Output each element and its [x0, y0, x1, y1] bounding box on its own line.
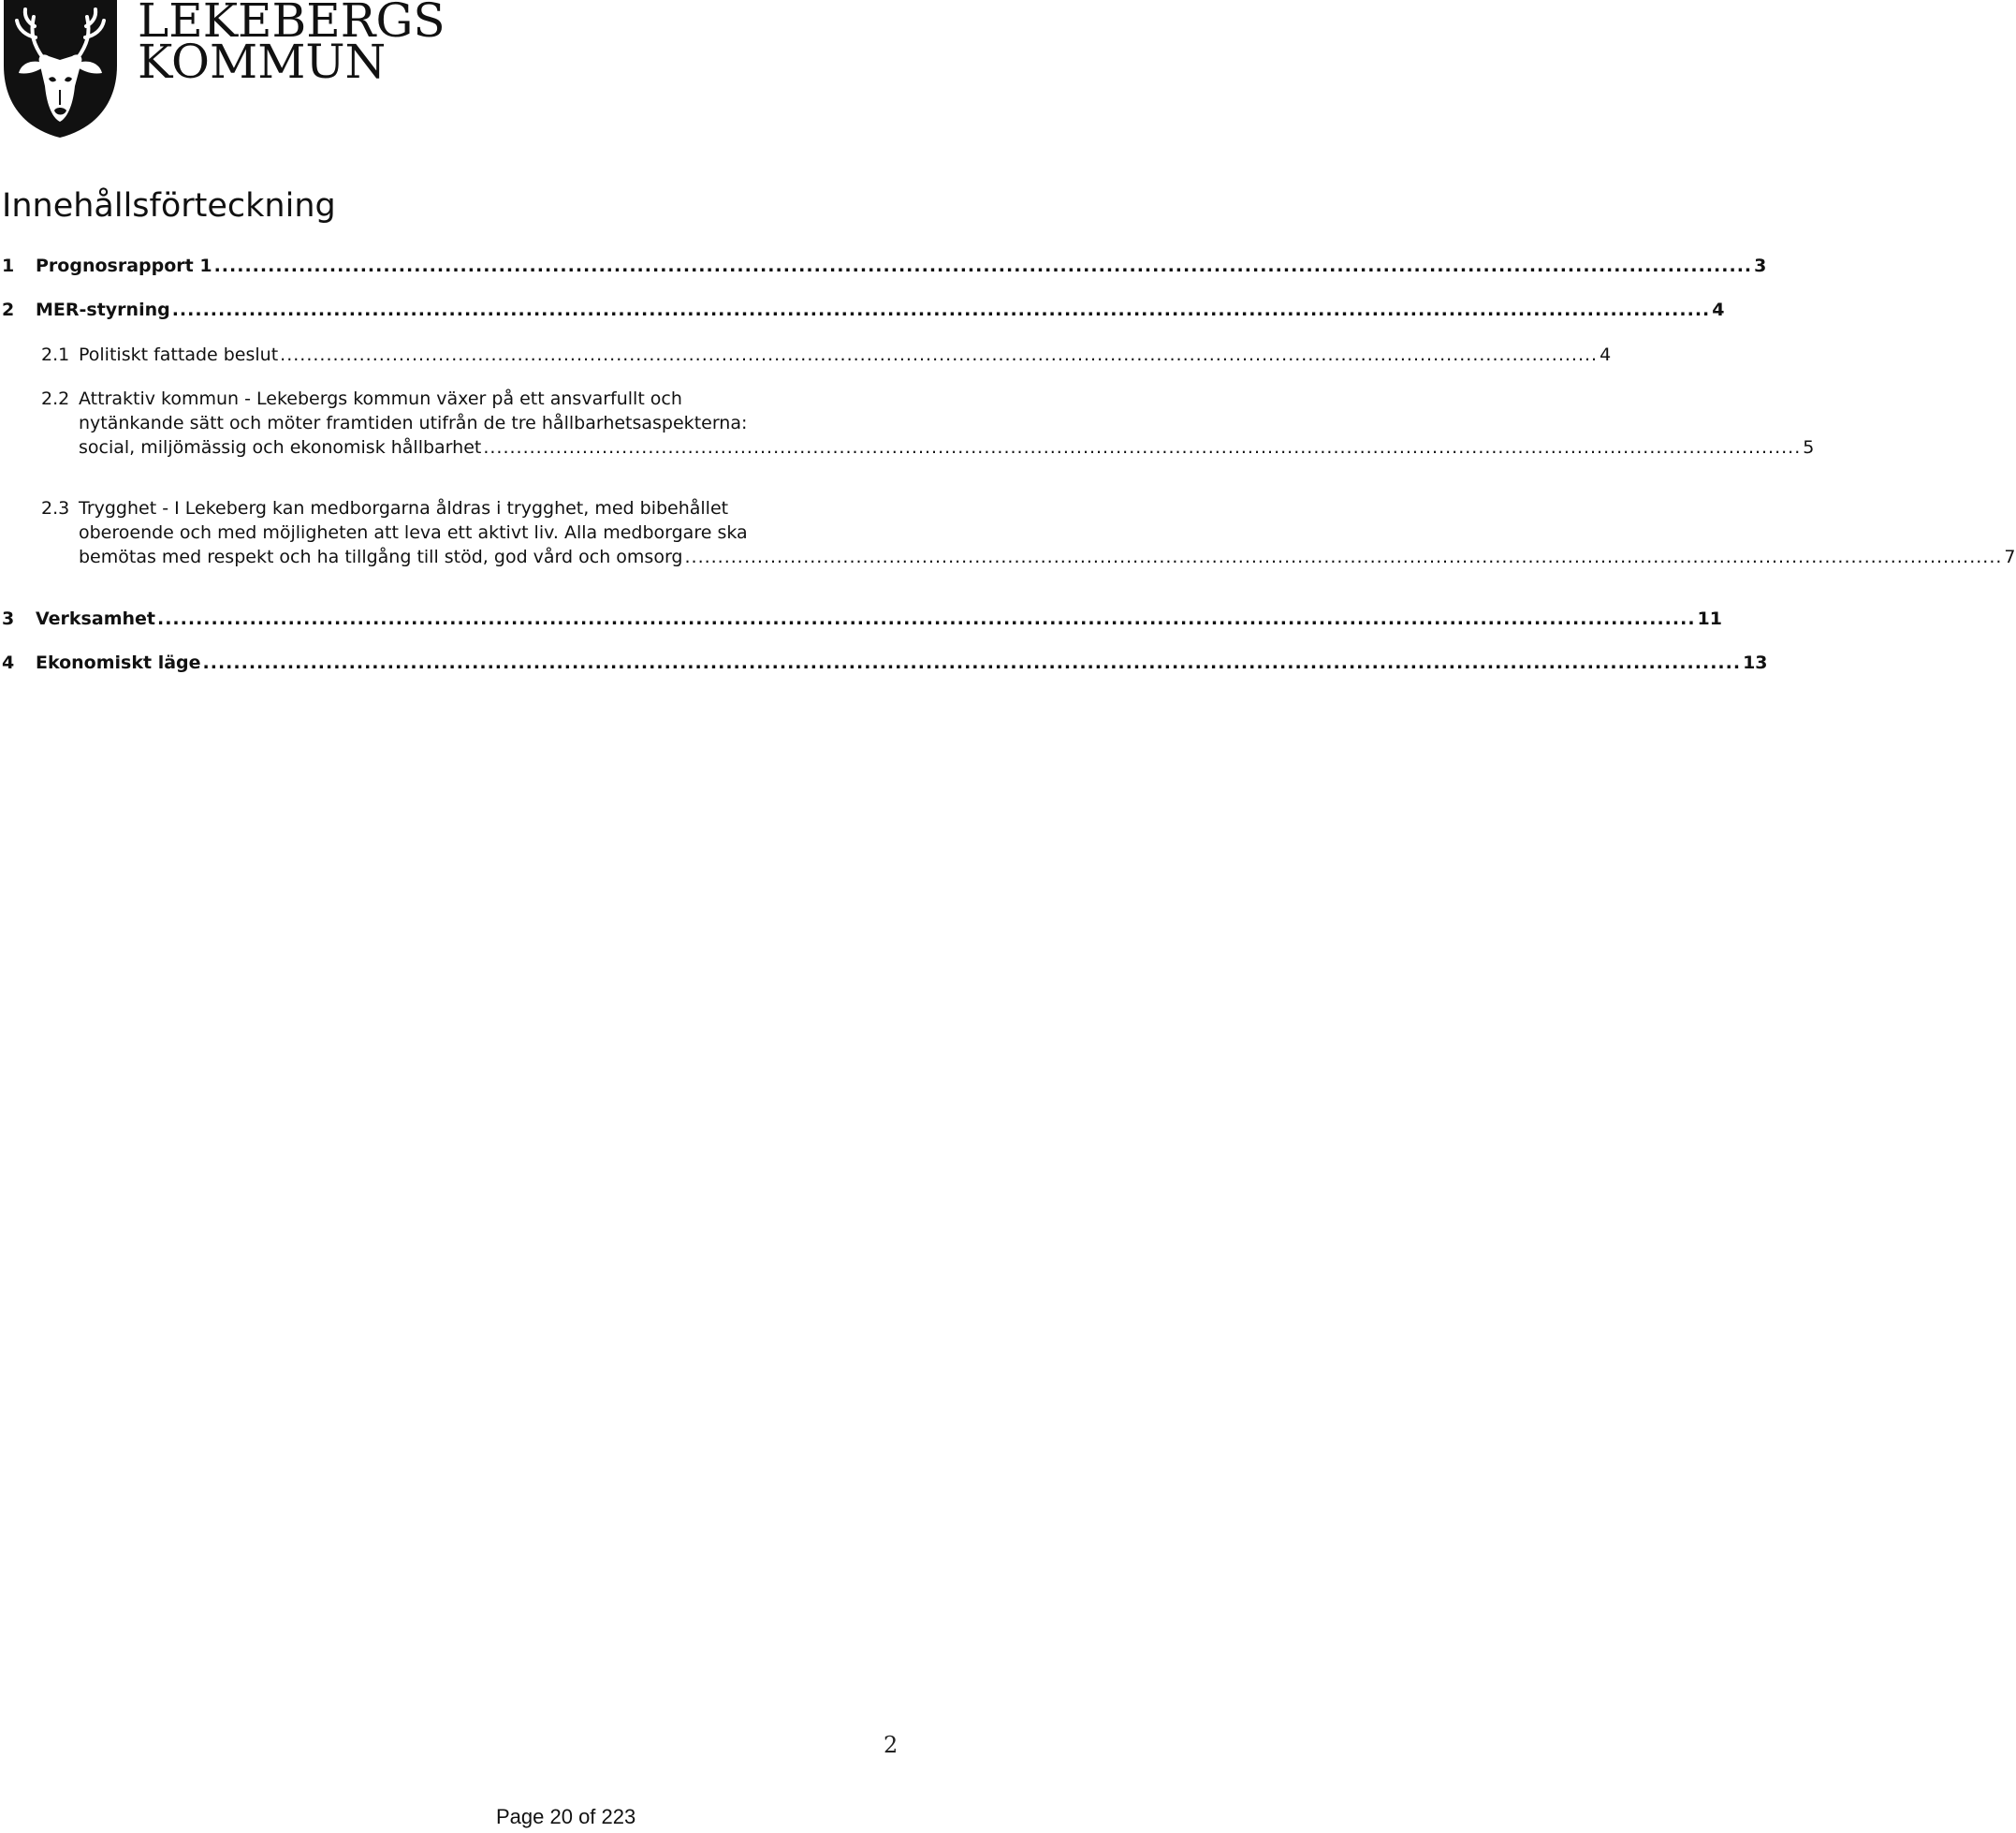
toc-entry-title-line-1: Trygghet - I Lekeberg kan medborgarna åldras i trygghet, med bibehållet [79, 498, 729, 519]
dot-leader: ........................................................................................................................................................................................................ [684, 547, 2003, 567]
toc-entry-1[interactable] [2, 254, 1767, 278]
toc-entry-4[interactable] [2, 651, 1768, 675]
toc-entry-page: 7 [2004, 547, 2016, 567]
toc-entry-page: 5 [1803, 437, 1815, 458]
toc-entry-number: 3 [2, 609, 15, 629]
toc-entry-2-3[interactable] [41, 496, 2016, 569]
toc-entry-number: 2.1 [41, 345, 70, 365]
deer-shield-icon [2, 0, 119, 139]
toc-entry-2-2[interactable] [41, 387, 1815, 460]
toc-entry-title-line-1: Attraktiv kommun - Lekebergs kommun växer på ett ansvarfullt och [79, 389, 682, 409]
dot-leader: ........................................................................................................................................................................................................ [156, 609, 1696, 629]
toc-entry-title: Ekonomiskt läge [36, 653, 201, 673]
toc-entry-number: 2 [2, 300, 15, 320]
toc-entry-3[interactable] [2, 607, 1722, 631]
toc-entry-title-line-3: bemötas med respekt och ha tillgång till stöd, god vård och omsorg [79, 547, 683, 567]
toc-entry-title-line-2: oberoende och med möjligheten att leva ett aktivt liv. Alla medborgare ska [79, 522, 748, 543]
toc-entry-page: 11 [1697, 609, 1722, 629]
logo-line-1: LEKEBERGS [138, 0, 446, 48]
toc-entry-title: Verksamhet [36, 609, 155, 629]
toc-entry-title-line-3: social, miljömässig och ekonomisk hållbarhet [79, 437, 482, 458]
toc-entry-number: 2.3 [41, 498, 70, 519]
toc-title: Innehållsförteckning [2, 187, 336, 225]
dot-leader: ........................................................................................................................................................................................................ [202, 653, 1742, 673]
toc-entry-page: 13 [1743, 653, 1768, 673]
page-footer: Page 20 of 223 [496, 1805, 636, 1828]
toc-entry-number: 4 [2, 653, 15, 673]
toc-entry-number: 2.2 [41, 389, 70, 409]
toc-entry-title: Prognosrapport 1 [36, 256, 212, 276]
toc-entry-page: 4 [1712, 300, 1725, 320]
dot-leader: ........................................................................................................................................................................................................ [280, 345, 1599, 365]
page-number: 2 [884, 1732, 898, 1758]
municipality-logo [2, 0, 446, 140]
dot-leader: ........................................................................................................................................................................................................ [171, 300, 1711, 320]
dot-leader: ........................................................................................................................................................................................................ [483, 437, 1802, 458]
toc-entry-title: MER-styrning [36, 300, 170, 320]
toc-entry-page: 4 [1600, 345, 1612, 365]
toc-entry-number: 1 [2, 256, 15, 276]
logo-wordmark [138, 0, 446, 89]
dot-leader: ........................................................................................................................................................................................................ [213, 256, 1753, 276]
toc-entry-2-1[interactable] [41, 343, 1612, 367]
toc-entry-title-line-2: nytänkande sätt och möter framtiden utifrån de tre hållbarhetsaspekterna: [79, 413, 748, 433]
toc-entry-2[interactable] [2, 298, 1725, 322]
toc-entry-page: 3 [1754, 256, 1767, 276]
toc-entry-title: Politiskt fattade beslut [79, 345, 279, 365]
logo-line-2: KOMMUN [138, 35, 387, 89]
